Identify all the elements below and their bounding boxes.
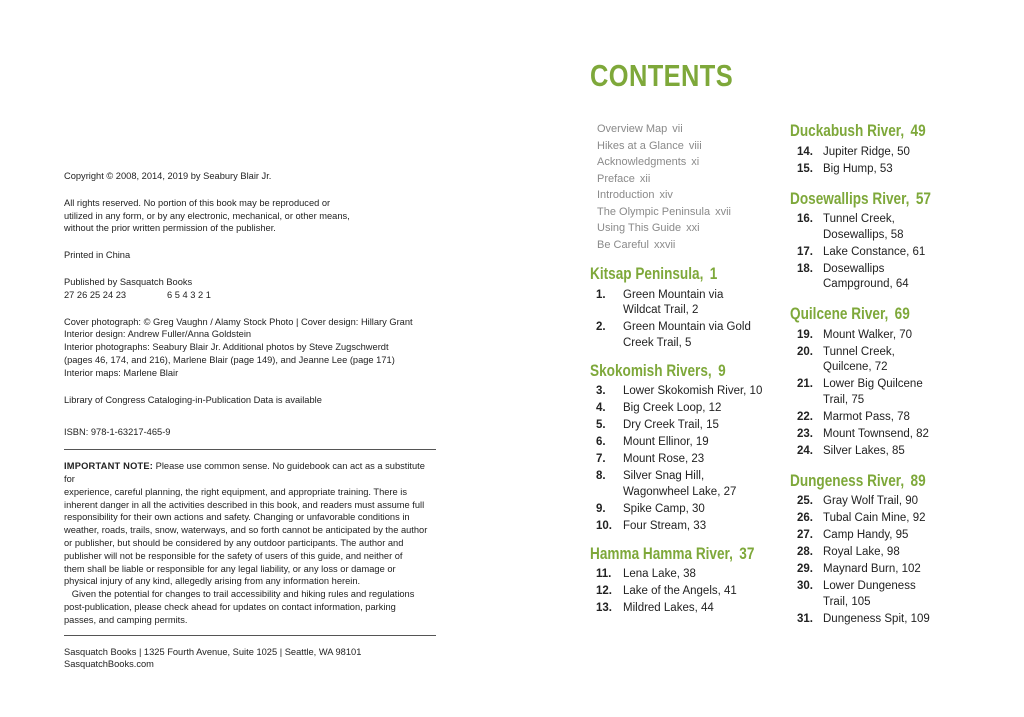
hike-entry [790, 345, 980, 376]
section-name: Dungeness River, [790, 470, 905, 490]
section-name: Skokomish Rivers, [590, 360, 712, 380]
hike-number: 28. [797, 546, 813, 558]
section-title [790, 304, 942, 324]
front-matter-label: Overview Map [597, 123, 668, 135]
hike-entry [590, 469, 780, 500]
hike-line: Big Creek Loop, 12 [623, 402, 722, 414]
hike-number: 24. [797, 444, 813, 457]
hike-line: Marmot Pass, 78 [823, 410, 910, 423]
copyright-page [64, 170, 436, 671]
hike-line: Tunnel Creek, [823, 213, 895, 225]
hike-entry [590, 567, 780, 583]
hike-number: 13. [596, 602, 612, 614]
front-matter-item [597, 171, 787, 188]
hike-number: 10. [596, 519, 612, 532]
hike-line: Mount Townsend, 82 [823, 427, 929, 440]
section-name: Kitsap Peninsula, [590, 264, 704, 283]
printing-numbers [64, 289, 436, 302]
hike-number: 3. [596, 385, 606, 397]
hike-entry [590, 584, 780, 600]
hike-line: Camp Handy, 95 [823, 529, 909, 541]
hike-number: 27. [797, 529, 813, 541]
important-text: passes, and camping permits. [64, 614, 188, 625]
front-matter-label: Acknowledgments [597, 156, 687, 168]
front-matter-item [597, 187, 787, 204]
front-matter-item [597, 237, 787, 254]
hike-line: Maynard Burn, 102 [823, 563, 921, 575]
hike-line: Big Hump, 53 [823, 162, 893, 175]
important-text: weather, roads, trails, snow, waterways, and so forth cannot be anticipated by the author [64, 525, 428, 536]
loc-line: Library of Congress Cataloging-in-Publication Data is available [64, 394, 322, 405]
hike-line: Lake of the Angels, 41 [623, 585, 737, 597]
important-text: or publisher, but should be considered by any outdoor participants. The author and [64, 537, 404, 548]
hike-number: 16. [797, 213, 813, 225]
hike-entry [590, 384, 780, 400]
hike-line: Trail, 105 [823, 595, 871, 608]
hike-line: Wagonwheel Lake, 27 [623, 485, 737, 498]
hike-entry [790, 145, 980, 161]
hike-entry [790, 212, 980, 243]
hike-line: Silver Snag Hill, [623, 470, 705, 482]
hike-entry [590, 452, 780, 468]
hike-number: 8. [596, 470, 606, 482]
hike-entry [790, 528, 980, 544]
hike-entry [790, 579, 980, 610]
hike-number: 30. [797, 580, 813, 592]
hike-entry [590, 288, 780, 319]
contents-column-left [590, 264, 780, 618]
front-matter-list [597, 121, 787, 253]
section-title [590, 361, 742, 381]
important-text: experience, careful planning, the right equipment, and appropriate training. There is [64, 486, 407, 497]
section-quilcene [790, 304, 980, 459]
hike-number: 2. [596, 321, 606, 333]
hike-line: Spike Camp, 30 [623, 502, 705, 515]
hike-line: Dosewallips, 58 [823, 228, 904, 241]
hike-line: Lower Skokomish River, 10 [623, 385, 763, 397]
hike-line: Gray Wolf Trail, 90 [823, 495, 919, 507]
important-note [64, 460, 436, 486]
hike-entry [790, 427, 980, 443]
front-matter-label: Introduction [597, 189, 655, 201]
front-matter-label: Preface [597, 172, 635, 185]
hike-line: Dosewallips [823, 262, 885, 275]
important-label: IMPORTANT NOTE: [64, 461, 154, 472]
important-text: publisher will not be responsible for the safety of users of this guide, and neither of [64, 550, 403, 561]
hike-entry [590, 601, 780, 617]
front-matter-label: Hikes at a Glance [597, 139, 684, 152]
front-matter-item [597, 204, 787, 221]
hike-line: Jupiter Ridge, 50 [823, 145, 910, 158]
hike-entry [790, 612, 980, 628]
rights-line: utilized in any form, or by any electronic, mechanical, or other means, [64, 210, 350, 221]
credits-line: Cover photograph: © Greg Vaughn / Alamy Stock Photo | Cover design: Hillary Grant [64, 316, 413, 327]
hike-line: Silver Lakes, 85 [823, 444, 905, 457]
hike-number: 6. [596, 436, 606, 448]
hike-entry [590, 502, 780, 518]
section-page: 37 [739, 543, 755, 563]
hike-number: 11. [596, 568, 612, 580]
hike-entry [790, 444, 980, 460]
front-matter-page: xvii [715, 205, 731, 218]
section-page: 89 [910, 470, 926, 490]
front-matter-label: The Olympic Peninsula [597, 205, 711, 218]
front-matter-page: xii [639, 172, 651, 185]
important-text: inherent danger in all the activities described in this book, and readers must assume full [64, 499, 425, 510]
printing-sequence: 6 5 4 3 2 1 [167, 289, 211, 300]
hike-entry [590, 401, 780, 417]
front-matter-page: xxvii [653, 238, 676, 251]
section-title [790, 189, 942, 209]
hike-line: Tubal Cain Mine, 92 [823, 512, 926, 524]
section-title [790, 121, 942, 141]
front-matter-page: xiv [659, 189, 673, 201]
hike-entry [790, 545, 980, 561]
address-line: Sasquatch Books | 1325 Fourth Avenue, Suite 1025 | Seattle, WA 98101 [64, 646, 362, 657]
section-page: 1 [709, 264, 718, 283]
front-matter-item [597, 154, 787, 171]
hike-entry [790, 562, 980, 578]
hike-number: 4. [596, 402, 606, 414]
hike-number: 17. [797, 245, 813, 258]
front-matter-item [597, 121, 787, 138]
hike-number: 22. [797, 410, 813, 423]
section-page: 49 [910, 121, 926, 140]
hike-entry [790, 410, 980, 426]
hike-line: Mount Ellinor, 19 [623, 436, 709, 448]
hike-number: 15. [797, 162, 813, 175]
hike-line: Lower Dungeness [823, 580, 916, 592]
section-title [790, 471, 942, 491]
important-text: physical injury of any kind, allegedly arising from any information herein. [64, 576, 361, 587]
website-line: SasquatchBooks.com [64, 659, 154, 670]
hike-line: Quilcene, 72 [823, 361, 888, 373]
hike-line: Lower Big Quilcene [823, 378, 923, 390]
section-page: 57 [915, 188, 931, 208]
hike-entry [790, 328, 980, 344]
front-matter-label: Using This Guide [597, 222, 682, 234]
hike-number: 29. [797, 563, 813, 575]
hike-line: Trail, 75 [823, 393, 865, 406]
hike-number: 1. [596, 288, 606, 301]
section-name: Hamma Hamma River, [590, 543, 733, 563]
important-text: Given the potential for changes to trail accessibility and hiking rules and regulations [64, 589, 415, 600]
front-matter-item [597, 138, 787, 155]
credits-line: (pages 46, 174, and 216), Marlene Blair (page 149), and Jeanne Lee (page 171) [64, 354, 395, 365]
hike-line: Campground, 64 [823, 278, 909, 290]
hike-entry [790, 162, 980, 178]
section-page: 69 [894, 304, 910, 323]
front-matter-page: viii [688, 139, 702, 152]
hike-line: Lena Lake, 38 [623, 568, 696, 580]
section-duckabush [790, 121, 980, 177]
hike-line: Dungeness Spit, 109 [823, 612, 930, 625]
important-text: Please use common sense. No guidebook can act as a substitute for [64, 461, 425, 484]
section-name: Quilcene River, [790, 304, 889, 323]
isbn-line: ISBN: 978-1-63217-465-9 [64, 427, 171, 438]
hike-entry [790, 245, 980, 261]
rights-line: without the prior written permission of the publisher. [64, 223, 276, 234]
front-matter-item [597, 220, 787, 237]
credits-line: Interior design: Andrew Fuller/Anna Goldstein [64, 329, 252, 340]
hike-number: 20. [797, 345, 813, 358]
section-dosewallips [790, 189, 980, 293]
hike-entry [790, 511, 980, 527]
hike-line: Royal Lake, 98 [823, 546, 900, 558]
hike-entry [590, 320, 780, 351]
section-kitsap [590, 264, 780, 351]
hike-entry [590, 435, 780, 451]
hike-number: 12. [596, 585, 612, 597]
copyright-line: Copyright © 2008, 2014, 2019 by Seabury Blair Jr. [64, 171, 272, 181]
hike-number: 18. [797, 262, 813, 275]
section-page: 9 [718, 360, 726, 380]
section-title [590, 543, 755, 564]
hike-number: 25. [797, 495, 813, 507]
hike-line: Creek Trail, 5 [623, 336, 692, 349]
hike-number: 26. [797, 512, 813, 524]
hike-line: Dry Creek Trail, 15 [623, 419, 719, 431]
hike-number: 23. [797, 427, 813, 440]
hike-number: 14. [797, 145, 813, 158]
hike-line: Four Stream, 33 [623, 519, 707, 532]
important-text: responsibility for their own actions and safety. Changing or unfavorable conditions in [64, 512, 410, 523]
hike-entry [590, 418, 780, 434]
printed-line: Printed in China [64, 250, 131, 261]
credits-line: Interior photographs: Seabury Blair Jr. Additional photos by Steve Zugschwerdt [64, 342, 389, 353]
front-matter-page: xi [691, 156, 700, 168]
section-name: Duckabush River, [790, 121, 905, 140]
hike-line: Mildred Lakes, 44 [623, 602, 714, 614]
hike-line: Mount Rose, 23 [623, 453, 705, 465]
hike-number: 9. [596, 502, 606, 515]
hike-line: Mount Walker, 70 [823, 328, 913, 341]
section-dungeness [790, 471, 980, 628]
hike-entry [790, 494, 980, 510]
front-matter-label: Be Careful [597, 238, 649, 251]
section-title [590, 264, 742, 284]
hike-line: Wildcat Trail, 2 [623, 304, 699, 316]
hike-number: 21. [797, 378, 813, 390]
hike-entry [590, 519, 780, 535]
section-hamma-hamma [590, 544, 780, 617]
section-name: Dosewallips River, [790, 188, 910, 208]
front-matter-page: vii [672, 123, 683, 135]
important-text: them shall be liable or responsible for any legal liability, or any loss or damage or [64, 563, 396, 574]
hike-line: Lake Constance, 61 [823, 245, 926, 258]
credits-line: Interior maps: Marlene Blair [64, 367, 179, 378]
contents-title: CONTENTS [590, 58, 734, 93]
publisher-line: Published by Sasquatch Books [64, 276, 193, 287]
hike-line: Green Mountain via Gold [623, 321, 751, 333]
important-text: post-publication, please check ahead for updates on contact information, parking [64, 601, 396, 612]
hike-entry [790, 377, 980, 408]
hike-number: 7. [596, 453, 606, 465]
section-skokomish [590, 361, 780, 535]
contents-column-right [790, 121, 980, 629]
year-numbers: 27 26 25 24 23 [64, 289, 127, 300]
hike-entry [790, 262, 980, 293]
hike-line: Green Mountain via [623, 288, 724, 301]
hike-number: 31. [797, 612, 813, 625]
rights-line: All rights reserved. No portion of this book may be reproduced or [64, 197, 331, 208]
hike-line: Tunnel Creek, [823, 345, 895, 358]
front-matter-page: xxi [686, 222, 700, 234]
hike-number: 5. [596, 419, 606, 431]
hike-number: 19. [797, 328, 813, 341]
